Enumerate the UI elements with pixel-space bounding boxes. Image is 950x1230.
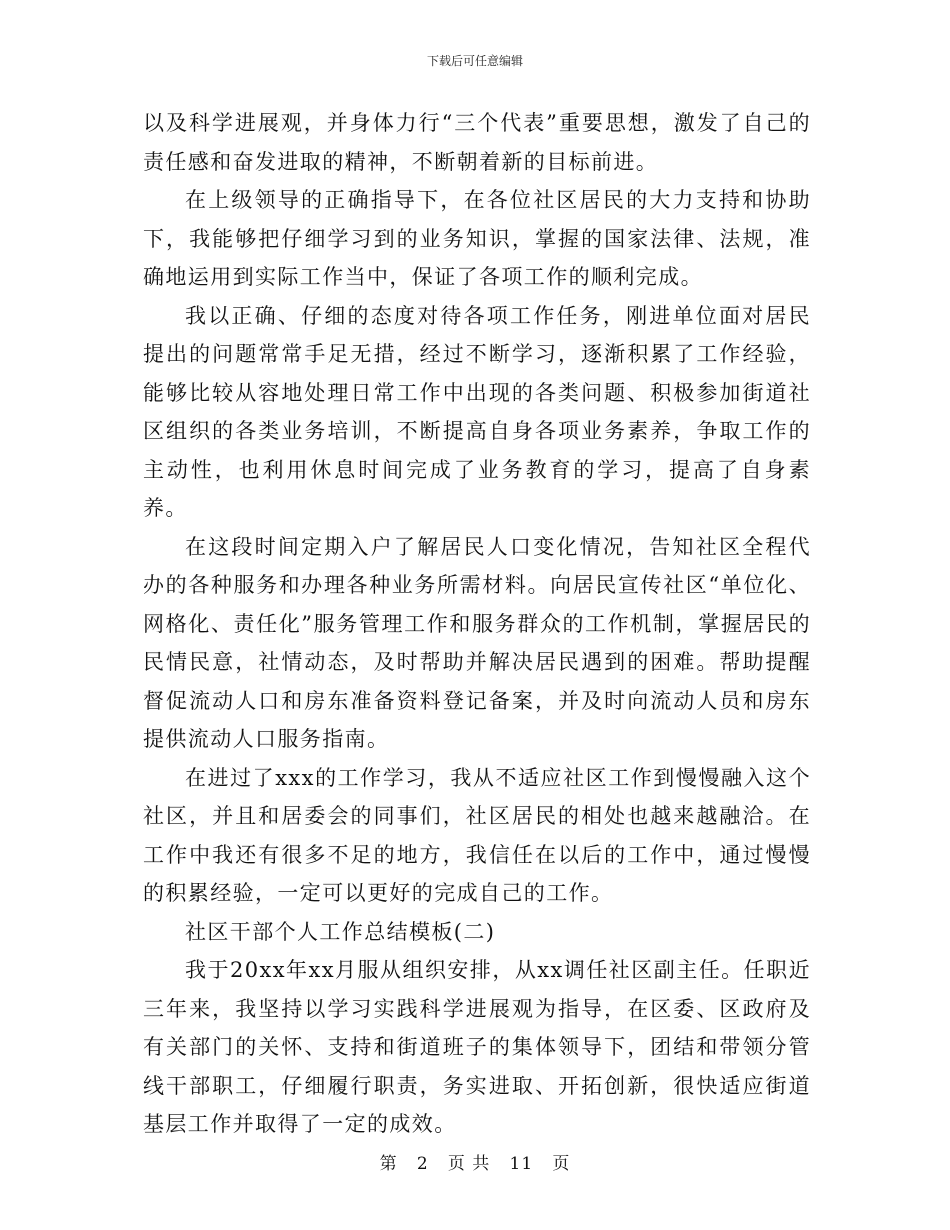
- footer-middle: 页 共: [447, 1154, 491, 1174]
- paragraph: 在这段时间定期入户了解居民人口变化情况，告知社区全程代办的各种服务和办理各种业务所需材料。向居民宣传社区“单位化、网格化、责任化”服务管理工作和服务群众的工作机制，掌握居民的民情民意，社情动态，及时帮助并解决居民遇到的困难。帮助提醒督促流动人口和房东准备资料登记备案，并及时向流动人员和房东提供流动人口服务指南。: [143, 534, 811, 751]
- footer-suffix: 页: [552, 1154, 571, 1174]
- page-header: 下载后可任意编辑: [426, 54, 523, 68]
- document-body: [143, 104, 811, 1144]
- paragraph: 我以正确、仔细的态度对待各项工作任务，刚进单位面对居民提出的问题常常手足无措，经过不断学习，逐渐积累了工作经验，能够比较从容地处理日常工作中出现的各类问题、积极参加街道社区组织的各类业务培训，不断提高自身各项业务素养，争取工作的主动性，也利用休息时间完成了业务教育的学习，提高了自身素养。: [143, 303, 811, 520]
- paragraph: 在进过了xxx的工作学习，我从不适应社区工作到慢慢融入这个社区，并且和居委会的同事们，社区居民的相处也越来越融洽。在工作中我还有很多不足的地方，我信任在以后的工作中，通过慢慢的积累经验，一定可以更好的完成自己的工作。: [143, 765, 811, 905]
- page-footer: [0, 1153, 950, 1175]
- paragraph: 我于20xx年xx月服从组织安排，从xx调任社区副主任。任职近三年来，我坚持以学习实践科学进展观为指导，在区委、区政府及有关部门的关怀、支持和街道班子的集体领导下，团结和带领分管线干部职工，仔细履行职责，务实进取、开拓创新，很快适应街道基层工作并取得了一定的成效。: [143, 958, 811, 1136]
- paragraph: 在上级领导的正确指导下，在各位社区居民的大力支持和协助下，我能够把仔细学习到的业务知识，掌握的国家法律、法规，准确地运用到实际工作当中，保证了各项工作的顺利完成。: [143, 188, 811, 289]
- section-heading: 社区干部个人工作总结模板(二): [185, 919, 496, 944]
- paragraph-continuation: 以及科学进展观，并身体力行“三个代表”重要思想，激发了自己的责任感和奋发进取的精神，不断朝着新的目标前进。: [143, 111, 811, 174]
- total-pages: 11: [509, 1154, 534, 1174]
- footer-prefix: 第: [379, 1154, 398, 1174]
- current-page-number: 2: [416, 1154, 429, 1174]
